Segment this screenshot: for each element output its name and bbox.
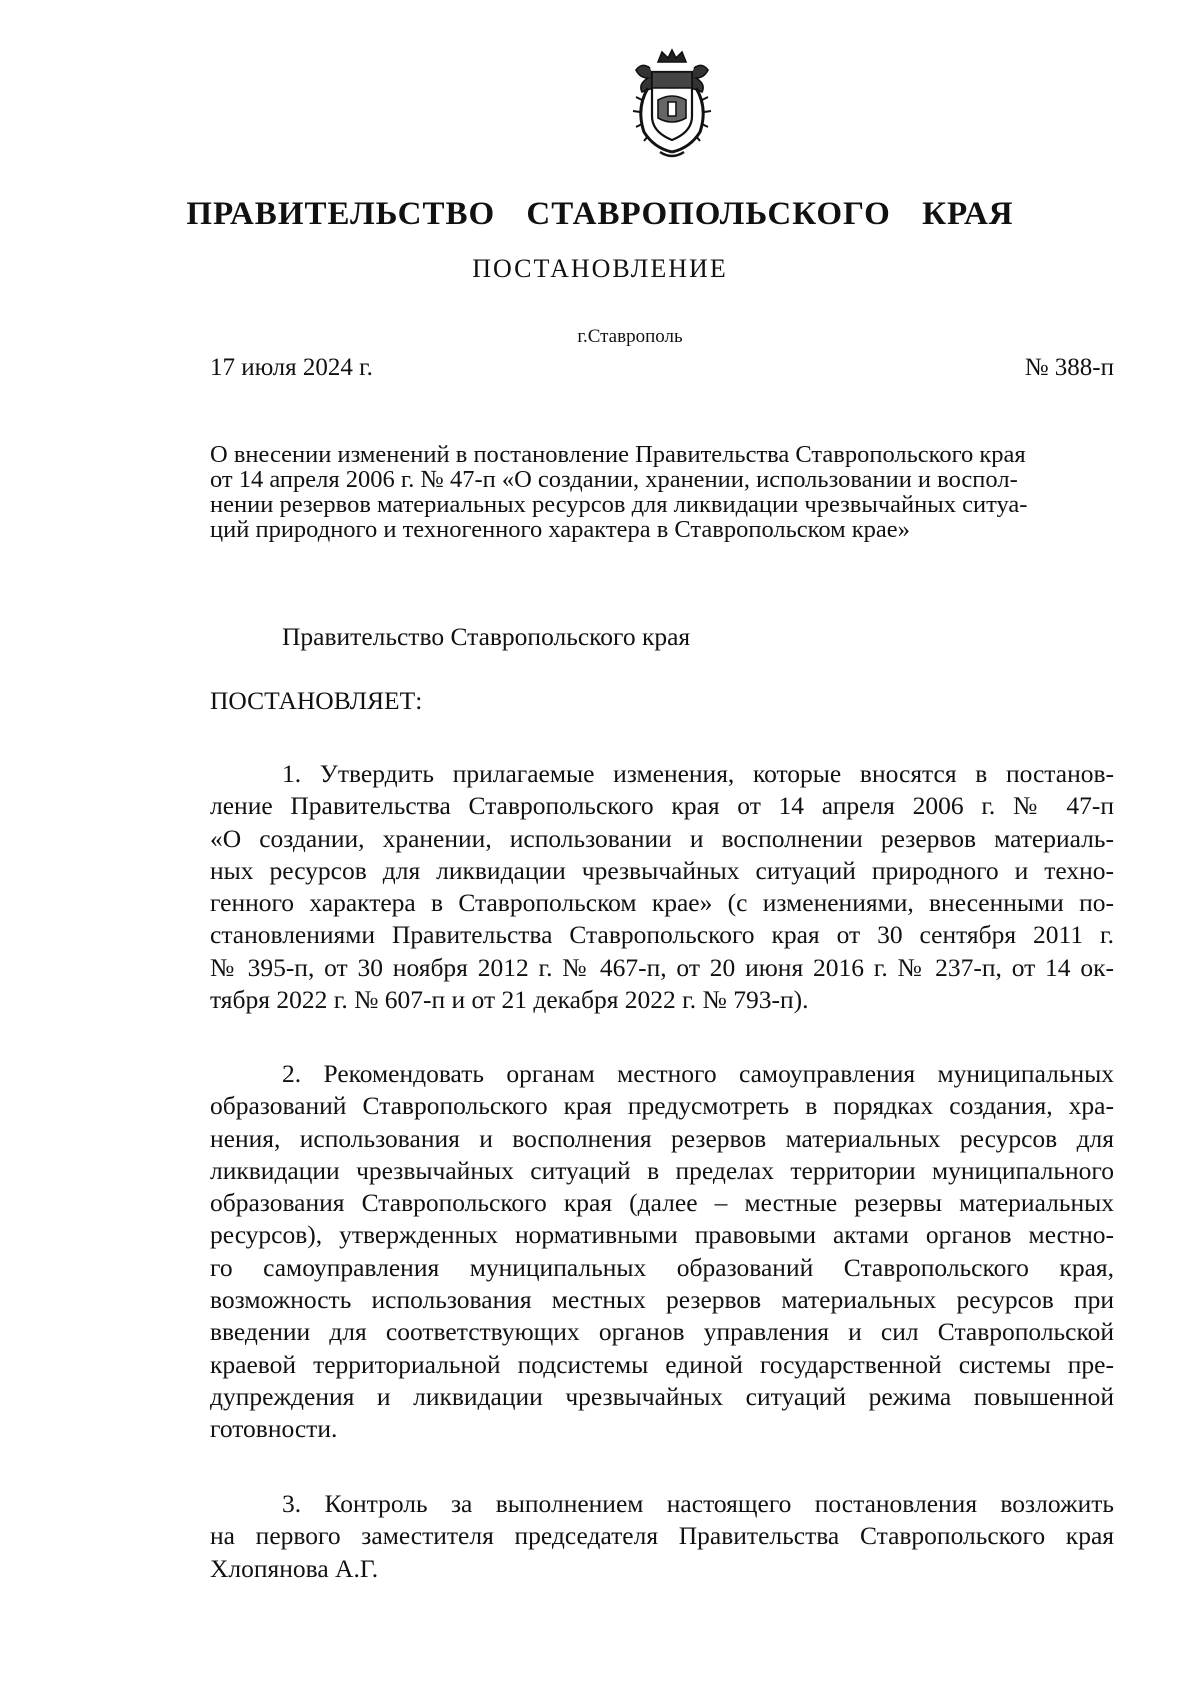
document-subject — [210, 442, 1115, 542]
paragraph-line: ликвидации чрезвычайных ситуаций в пределах территории муниципального — [210, 1155, 1114, 1185]
paragraph-line: ление Правительства Ставропольского края от 14 апреля 2006 г. № 47-п — [210, 791, 1114, 821]
document-date: 17 июля 2024 г. — [210, 354, 373, 381]
paragraph-line: образования Ставропольского края (далее – местные резервы материальных — [210, 1188, 1114, 1218]
paragraph-line: образований Ставропольского края предусмотреть в порядках создания, хра- — [210, 1091, 1114, 1121]
city: г.Ставрополь — [577, 326, 683, 347]
paragraph-line: становлениями Правительства Ставропольского края от 30 сентября 2011 г. — [210, 920, 1114, 950]
paragraph-line: на первого заместителя председателя Правительства Ставропольского края — [210, 1521, 1114, 1551]
subject-line: ций природного и техногенного характера в Ставропольском крае» — [210, 516, 910, 543]
paragraph-line: введении для соответствующих органов управления и сил Ставропольской — [210, 1317, 1114, 1347]
paragraph-3 — [210, 1488, 1114, 1585]
resolves-heading: ПОСТАНОВЛЯЕТ: — [210, 686, 423, 715]
government-title: ПРАВИТЕЛЬСТВО СТАВРОПОЛЬСКОГО КРАЯ — [186, 196, 1014, 232]
paragraph-line: дупреждения и ликвидации чрезвычайных ситуаций режима повышенной — [210, 1381, 1114, 1411]
document-kind: ПОСТАНОВЛЕНИЕ — [472, 254, 728, 283]
paragraph-line: краевой территориальной подсистемы единой государственной системы пре- — [210, 1349, 1114, 1379]
paragraph-line: ресурсов), утвержденных нормативными правовыми актами органов местно- — [210, 1220, 1114, 1250]
coat-of-arms-icon — [628, 48, 716, 160]
subject-line: от 14 апреля 2006 г. № 47-п «О создании, хранении, использовании и воспол- — [210, 466, 1018, 493]
paragraph-line: № 395-п, от 30 ноября 2012 г. № 467-п, от 20 июня 2016 г. № 237-п, от 14 ок- — [210, 952, 1114, 982]
paragraph-line: ных ресурсов для ликвидации чрезвычайных ситуаций природного и техно- — [210, 855, 1114, 885]
paragraph-line: нения, использования и восполнения резервов материальных ресурсов для — [210, 1123, 1114, 1153]
paragraph-line: 1. Утвердить прилагаемые изменения, которые вносятся в постанов- — [282, 759, 1114, 788]
issuing-body: Правительство Ставропольского края — [282, 622, 691, 651]
paragraph-line: 3. Контроль за выполнением настоящего постановления возложить — [282, 1489, 1114, 1518]
paragraph-line: готовности. — [210, 1414, 338, 1444]
document-number: № 388-п — [1024, 354, 1114, 381]
paragraph-2 — [210, 1058, 1114, 1446]
subject-line: О внесении изменений в постановление Правительства Ставропольского края — [210, 441, 1026, 468]
paragraph-line: Хлопянова А.Г. — [210, 1553, 379, 1583]
paragraph-line: возможность использования местных резервов материальных ресурсов при — [210, 1285, 1114, 1315]
paragraph-line: генного характера в Ставропольском крае» (с изменениями, внесенными по- — [210, 888, 1114, 918]
paragraph-line: 2. Рекомендовать органам местного самоуправления муниципальных — [282, 1059, 1114, 1088]
paragraph-1 — [210, 758, 1114, 1016]
paragraph-line: го самоуправления муниципальных образований Ставропольского края, — [210, 1252, 1114, 1282]
paragraph-line: тября 2022 г. № 607-п и от 21 декабря 2022 г. № 793-п). — [210, 985, 809, 1015]
paragraph-line: «О создании, хранении, использовании и восполнении резервов материаль- — [210, 823, 1114, 853]
subject-line: нении резервов материальных ресурсов для ликвидации чрезвычайных ситуа- — [210, 491, 1028, 518]
